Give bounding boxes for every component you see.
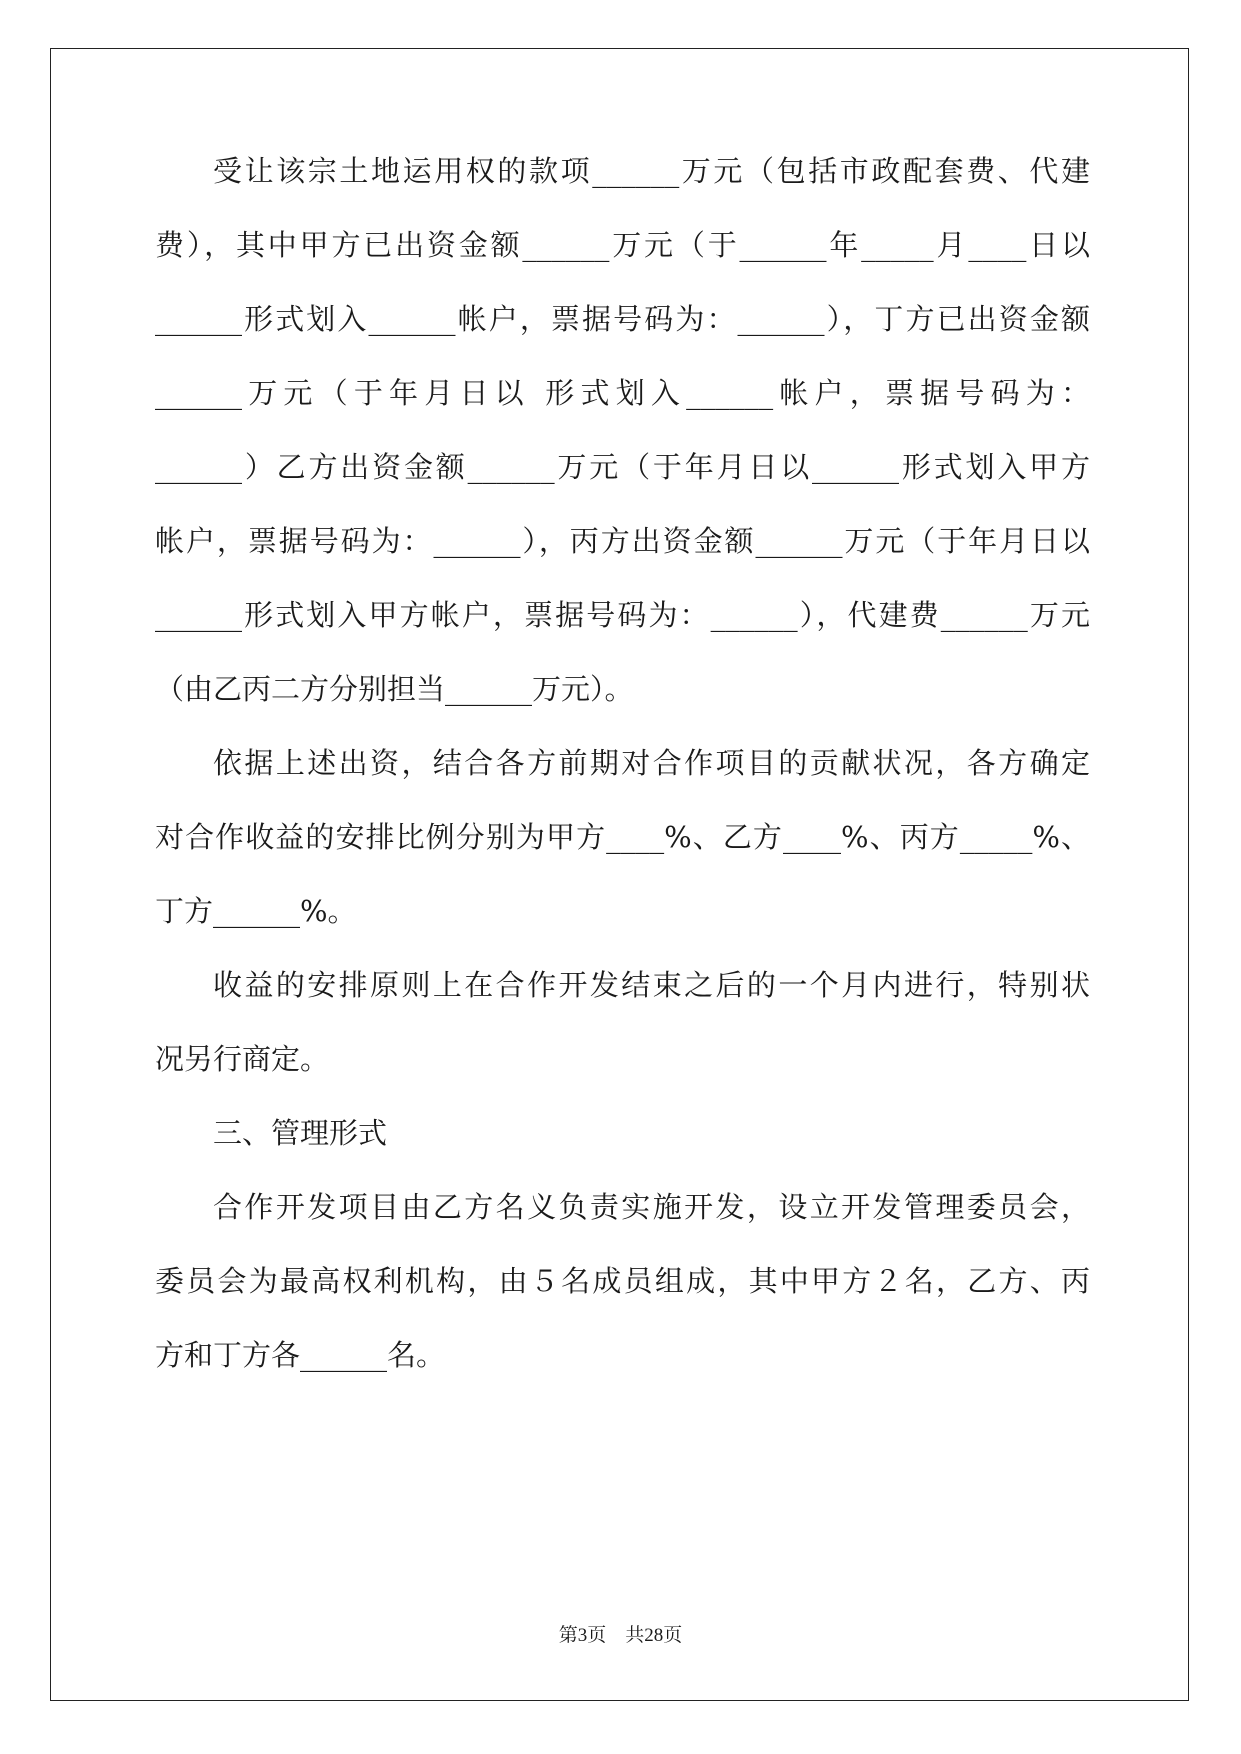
- text-line: 受让该宗土地运用权的款项______万元（包括市政配套费、代建: [213, 154, 1090, 188]
- text-line: 对合作收益的安排比例分别为甲方____%、乙方____%、丙方_____%、: [155, 820, 1090, 854]
- text-line: ______形式划入______帐户，票据号码为：______），丁方已出资金额: [155, 302, 1090, 336]
- text-line: 收益的安排原则上在合作开发结束之后的一个月内进行，特别状: [213, 968, 1090, 1002]
- page-number-footer: 第3页 共28页: [558, 1625, 683, 1646]
- page-border: [50, 48, 1189, 1701]
- text-line: 依据上述出资，结合各方前期对合作项目的贡献状况，各方确定: [213, 746, 1090, 780]
- text-line: 况另行商定。: [155, 1042, 330, 1076]
- text-line: 委员会为最高权利机构，由５名成员组成，其中甲方２名，乙方、丙: [155, 1264, 1090, 1298]
- text-line: 合作开发项目由乙方名义负责实施开发，设立开发管理委员会，: [213, 1190, 1090, 1224]
- text-line: 费），其中甲方已出资金额______万元（于______年_____月____日以: [155, 228, 1090, 262]
- text-line: 方和丁方各______名。: [155, 1338, 446, 1372]
- text-line: 帐户，票据号码为：______），丙方出资金额______万元（于年月日以: [155, 524, 1090, 558]
- text-line: 丁方______%。: [155, 894, 357, 928]
- text-line: （由乙丙二方分别担当______万元）。: [155, 672, 634, 706]
- section-heading: 三、管理形式: [213, 1116, 388, 1150]
- text-line: ______）乙方出资金额______万元（于年月日以______形式划入甲方: [155, 450, 1090, 484]
- text-line: ______万元（于年月日以 形式划入______帐户，票据号码为：: [155, 376, 1090, 410]
- text-line: ______形式划入甲方帐户，票据号码为：______），代建费______万元: [155, 598, 1090, 632]
